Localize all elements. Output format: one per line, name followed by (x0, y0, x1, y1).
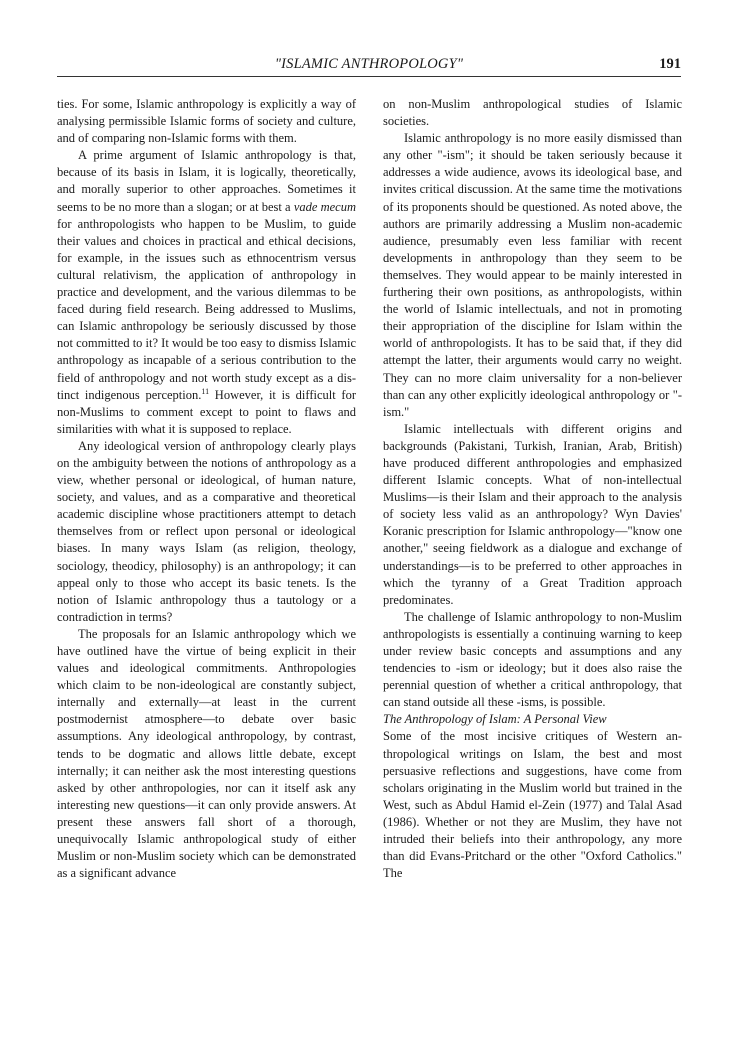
right-column (383, 96, 682, 882)
paragraph: Islamic intellectuals with different origins and backgrounds (Pakistani, Turkish, Iranian, Arab, British) have produced different anthropologies and emphasized different Islamic concepts. What of non-intellectual Muslims—is their Islam and their approach to the analysis of society less valid as an anthropology? Wyn Davies' Koranic prescription for Islamic anthropology—"know one another," seeing fieldwork as a dialogue and exchange of understandings—is to be preferred to other approaches in which the tyranny of a Great Tradition approach predominates. (383, 421, 682, 607)
page-number: 191 (659, 56, 681, 72)
paragraph: The challenge of Islamic anthropology to non-Muslim anthropologists is essentially a continuing warning to keep under review basic concepts and assumptions and any tendencies to -ism or ideology; but it does also raise the perennial question of whether a critical anthropology, that can stand outside all these -isms, is possible. (383, 609, 682, 710)
running-title: "ISLAMIC ANTHROPOLOGY" (274, 56, 464, 72)
paragraph: The proposals for an Islamic anthropology which we have outlined have the virtue of being explicit in their values and ideological commitments. Anthropologies which claim to be non-ideological are constantly subject, internally and externally—at least in the current postmodernist atmosphere—to debate over basic assumptions. Any ideological anthropology, by contrast, tends to be dogmatic and allows little debate, except internally; it can neither ask the most interesting questions asked by other anthropologies, nor can it itself ask any interesting new questions—it can only provide answers. At present these answers fall short of a thorough, unequivocally Islamic anthropological study of either Muslim or non-Muslim society which can be demonstrated as a significant advance (57, 626, 356, 881)
paragraph: Some of the most incisive critiques of Western anthropological writings on Islam, the best and most persuasive reflections and suggestions, have come from scholars originating in the Muslim world but trained in the West, such as Abdul Hamid el-Zein (1977) and Talal Asad (1986). Whether or not they are Muslim, they have not intruded their beliefs into their anthropology, any more than did Evans-Pritchard or the other "Oxford Catholics." The (383, 729, 682, 881)
running-header (57, 54, 681, 77)
paragraph: on non-Muslim anthropological studies of Islamic societies. (383, 97, 682, 129)
paragraph: ties. For some, Islamic anthropology is explicitly a way of analysing permissible Islamic forms of society and culture, and of comparing non-Islamic forms with them. (57, 97, 356, 146)
left-column (57, 96, 356, 882)
paragraph: Islamic anthropology is no more easily dismissed than any other "-ism"; it should be taken seriously because it addresses a wide audience, avows its ideological base, and invites critical discussion. At the same time the motivations of its proponents should be questioned. As noted above, the authors are primarily addressing a Muslim non-academic audience, presumably even less familiar with recent developments in anthropology than they seem to be themselves. They would appear to be mainly interested in furthering their own positions, as anthropologists, within the world of Islamic intellectuals, and not in promoting their appropriation of the discipline for Islam within the world of anthropologists. It has to be said that, if they did attempt the latter, their arguments would carry no weight. They can no more claim universality for a non-believer than can any other explicitly ideological anthropology or "-ism." (383, 131, 682, 419)
section-heading: The Anthropology of Islam: A Personal View (383, 712, 607, 727)
italic-term: vade mecum (293, 199, 356, 214)
footnote-reference: 11 (201, 386, 210, 396)
paragraph: Any ideological version of anthropology clearly plays on the ambiguity between the notions of anthropology as a view, whether personal or ideological, of human nature, society, and values, and as a comparative and theoretical academic discipline whose practitioners attempt to detach themselves from or reflect upon personal or ideological biases. In many ways Islam (as religion, theology, sociology, theodicy, philosophy) is an anthropology; it can appeal only to those who accept its basic tenets. Is the notion of Islamic anthropology thus a tautology or a contradiction in terms? (57, 438, 356, 624)
paragraph: A prime argument of Islamic anthropology is that, because of its basis in Islam, it is logically, theoretically, and morally superior to other approaches. Sometimes it seems to be no more than a slogan; or at best a vade mecum for anthropologists who happen to be Muslim, to guide their values and choices in practical and ethical decisions, for example, in the issues such as ethnocentrism versus cultural relativism, the application of anthropology in practice and development, and the various dilemmas to be faced during field research. Being addressed to Muslims, can Islamic anthropology be seriously discussed by those not committed to it? It would be too easy to dismiss Islamic anthropology as incapable of a serious contribution to the field of anthropology and not worth study except as a distinct indigenous perception.$^{11}$ However, it is difficult for non-Muslims to comment except to point to flaws and similarities with what it is supposed to replace. (57, 148, 357, 436)
